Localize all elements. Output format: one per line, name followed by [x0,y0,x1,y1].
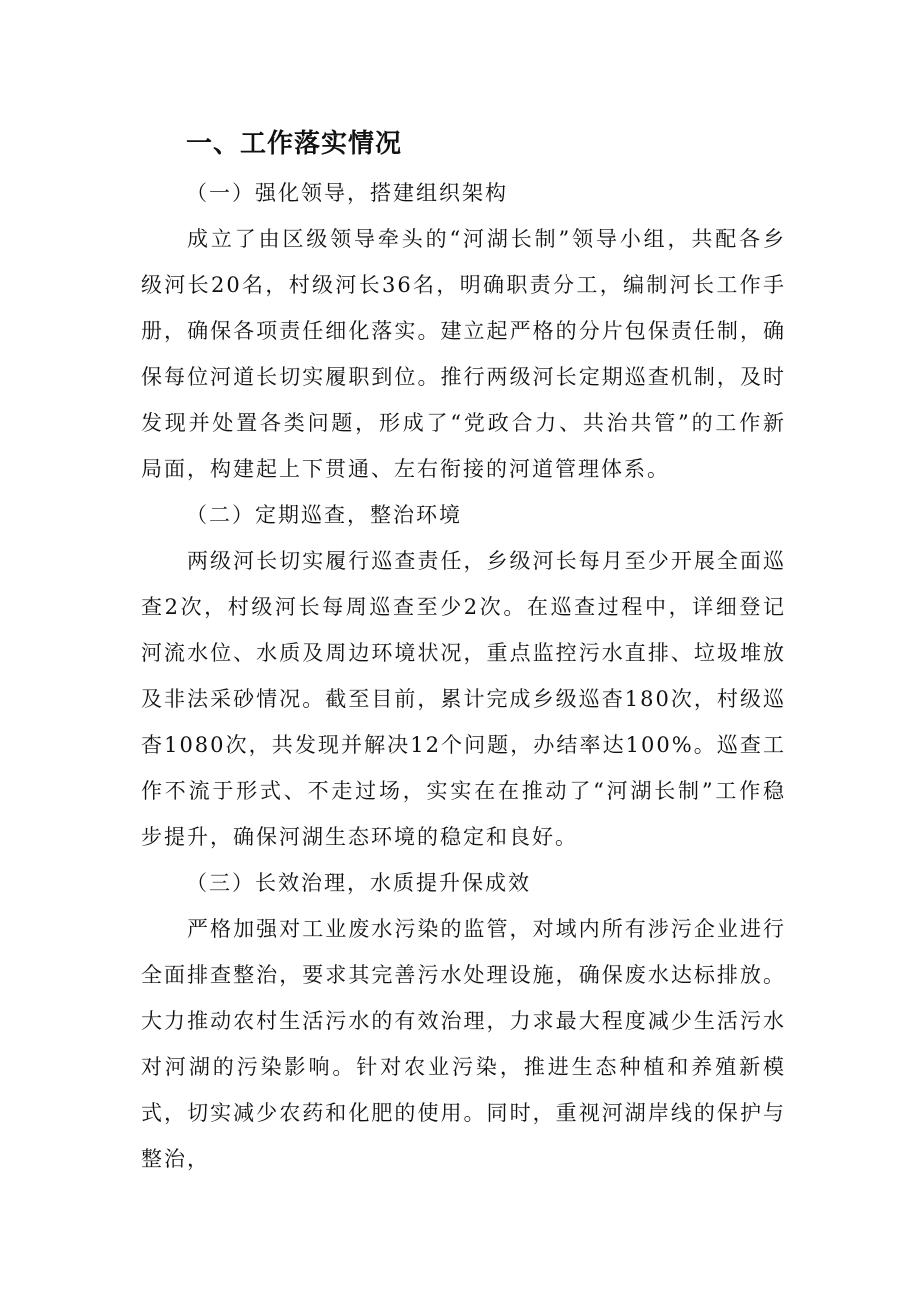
subsection-title-3: （三）长效治理，水质提升保成效 [186,871,531,895]
paragraph-3: 严格加强对工业废水污染的监管，对域内所有涉污企业进行全面排查整治，要求其完善污水处理设施，确保废水达标排放。大力推动农村生活污水的有效治理，力求最大程度减少生活污水对河湖的污染影响。针对农业污染，推进生态种植和养殖新模式，切实减少农药和化肥的使用。同时，重视河湖岸线的保护与整治， [141,917,786,1171]
paragraph-1: 成立了由区级领导牵头的“河湖长制”领导小组，共配各乡级河长20名，村级河长36名，明确职责分工，编制河长工作手册，确保各项责任细化落实。建立起严格的分片包保责任制，确保每位河道长切实履职到位。推行两级河长定期巡查机制，及时发现并处置各类问题，形成了“党政合力、共治共管”的工作新局面，构建起上下贯通、左右衔接的河道管理体系。 [141,227,786,481]
subsection-title-2: （二）定期巡查，整治环境 [186,503,462,527]
subsection-3 [141,860,786,1182]
section-heading: 一、工作落实情况 [186,129,403,159]
subsection-2 [141,492,786,860]
subsection-1 [141,170,786,492]
subsection-title-1: （一）强化领导，搭建组织架构 [186,181,508,205]
paragraph-2: 两级河长切实履行巡查责任，乡级河长每月至少开展全面巡查2次，村级河长每周巡查至少2次。在巡查过程中，详细登记河流水位、水质及周边环境状况，重点监控污水直排、垃圾堆放及非法采砂情况。截至目前，累计完成乡级巡杳180次，村级巡杳1080次，共发现并解决12个问题，办结率达100%。巡查工作不流于形式、不走过场，实实在在推动了“河湖长制”工作稳步提升，确保河湖生态环境的稳定和良好。 [141,549,786,849]
